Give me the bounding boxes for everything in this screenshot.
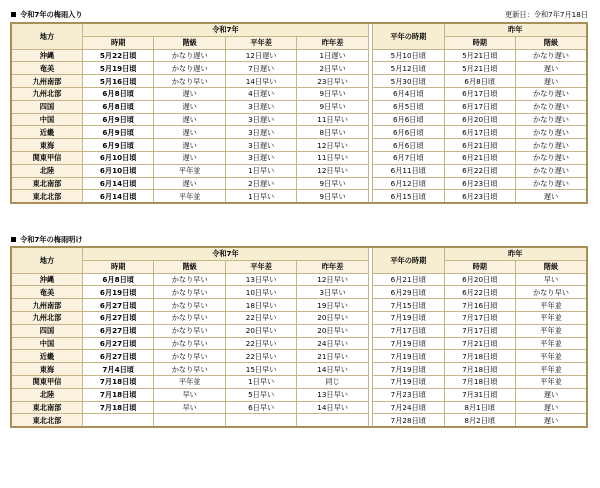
cell-normal-date: 6月15日頃	[373, 190, 444, 203]
table-row	[11, 401, 587, 414]
cell-current-class: 遅い	[154, 177, 225, 190]
cell-current-class: かなり早い	[154, 273, 225, 286]
table-row	[11, 126, 587, 139]
cell-current-date: 6月10日頃	[82, 151, 153, 164]
cell-normal-date: 6月11日頃	[373, 164, 444, 177]
cell-current-class	[154, 414, 225, 427]
header-current-col: 昨年差	[297, 260, 368, 273]
cell-normal-date: 6月6日頃	[373, 126, 444, 139]
cell-area: 四国	[11, 100, 82, 113]
cell-last-date: 7月16日頃	[444, 299, 515, 312]
cell-current-class: 早い	[154, 388, 225, 401]
cell-normal-diff: 22日早い	[225, 350, 296, 363]
cell-normal-date: 6月6日頃	[373, 139, 444, 152]
cell-normal-date: 7月19日頃	[373, 337, 444, 350]
cell-last-date: 6月21日頃	[444, 139, 515, 152]
cell-normal-date: 7月24日頃	[373, 401, 444, 414]
cell-area: 近畿	[11, 126, 82, 139]
cell-area: 関東甲信	[11, 375, 82, 388]
cell-current-class: 平年並	[154, 375, 225, 388]
table-row	[11, 190, 587, 203]
cell-normal-diff: 4日遅い	[225, 87, 296, 100]
table-row	[11, 414, 587, 427]
table-row	[11, 273, 587, 286]
cell-normal-date: 7月19日頃	[373, 311, 444, 324]
cell-normal-date: 5月12日頃	[373, 62, 444, 75]
cell-last-class: 平年並	[516, 363, 588, 376]
cell-current-date: 6月14日頃	[82, 190, 153, 203]
cell-current-class: 早い	[154, 401, 225, 414]
cell-current-date: 6月8日頃	[82, 100, 153, 113]
cell-last-date: 8月1日頃	[444, 401, 515, 414]
cell-last-date: 7月21日頃	[444, 337, 515, 350]
cell-last-date: 6月8日頃	[444, 75, 515, 88]
update-date: 更新日：令和7年7月18日	[505, 10, 588, 19]
cell-current-date: 5月19日頃	[82, 62, 153, 75]
header-last-col: 時期	[444, 36, 515, 49]
cell-current-class: 平年並	[154, 190, 225, 203]
cell-last-diff: 19日早い	[297, 299, 368, 312]
cell-current-date	[82, 414, 153, 427]
cell-last-class: かなり遅い	[516, 100, 588, 113]
cell-last-diff: 9日早い	[297, 100, 368, 113]
cell-last-class: 早い	[516, 273, 588, 286]
cell-area: 関東甲信	[11, 151, 82, 164]
cell-area: 中国	[11, 337, 82, 350]
cell-last-class: かなり遅い	[516, 151, 588, 164]
table-row	[11, 350, 587, 363]
section-title-text: 令和7年の梅雨明け	[20, 235, 83, 244]
cell-last-date: 7月18日頃	[444, 363, 515, 376]
cell-last-date: 6月17日頃	[444, 126, 515, 139]
table-row	[11, 87, 587, 100]
cell-normal-diff: 2日遅い	[225, 177, 296, 190]
square-bullet-icon	[11, 12, 16, 17]
cell-last-date: 7月17日頃	[444, 311, 515, 324]
cell-area: 東海	[11, 139, 82, 152]
cell-last-date: 6月23日頃	[444, 190, 515, 203]
section-title	[11, 235, 83, 245]
cell-current-date: 6月8日頃	[82, 273, 153, 286]
cell-current-date: 5月16日頃	[82, 75, 153, 88]
square-bullet-icon	[11, 237, 16, 242]
table-row	[11, 164, 587, 177]
cell-normal-date: 6月7日頃	[373, 151, 444, 164]
cell-area: 東海	[11, 363, 82, 376]
cell-normal-diff: 3日遅い	[225, 151, 296, 164]
cell-current-date: 6月9日頃	[82, 113, 153, 126]
cell-normal-diff: 15日早い	[225, 363, 296, 376]
cell-normal-date: 7月19日頃	[373, 363, 444, 376]
cell-last-date: 6月23日頃	[444, 177, 515, 190]
header-area: 地方	[11, 247, 82, 273]
header-normal-period: 平年の時期	[373, 23, 444, 49]
header-last-year: 昨年	[444, 23, 587, 36]
cell-normal-date: 7月15日頃	[373, 299, 444, 312]
table-row	[11, 375, 587, 388]
cell-last-diff: 23日早い	[297, 75, 368, 88]
header-last-col: 階級	[516, 260, 588, 273]
cell-normal-diff: 3日遅い	[225, 126, 296, 139]
tsuyuake-table	[10, 246, 588, 428]
header-last-col: 階級	[516, 36, 588, 49]
cell-last-class: かなり遅い	[516, 126, 588, 139]
cell-last-date: 7月18日頃	[444, 350, 515, 363]
header-current-col: 階級	[154, 36, 225, 49]
cell-normal-diff: 3日遅い	[225, 100, 296, 113]
cell-current-date: 6月10日頃	[82, 164, 153, 177]
cell-current-date: 6月27日頃	[82, 324, 153, 337]
cell-current-class: 平年並	[154, 164, 225, 177]
cell-last-date: 6月17日頃	[444, 100, 515, 113]
cell-normal-diff: 1日早い	[225, 190, 296, 203]
cell-last-diff: 11日早い	[297, 151, 368, 164]
header-current-col: 平年差	[225, 260, 296, 273]
header-current-col: 階級	[154, 260, 225, 273]
cell-normal-diff: 20日早い	[225, 324, 296, 337]
cell-last-class: 平年並	[516, 299, 588, 312]
cell-current-date: 5月22日頃	[82, 49, 153, 62]
cell-normal-date: 7月23日頃	[373, 388, 444, 401]
cell-normal-date: 7月19日頃	[373, 350, 444, 363]
cell-last-diff: 同じ	[297, 375, 368, 388]
cell-last-diff: 8日早い	[297, 126, 368, 139]
cell-normal-date: 5月30日頃	[373, 75, 444, 88]
cell-current-date: 6月27日頃	[82, 299, 153, 312]
cell-normal-diff: 10日早い	[225, 286, 296, 299]
cell-area: 中国	[11, 113, 82, 126]
cell-last-diff	[297, 414, 368, 427]
cell-last-class: かなり遅い	[516, 87, 588, 100]
cell-last-date: 5月21日頃	[444, 49, 515, 62]
cell-normal-date: 7月28日頃	[373, 414, 444, 427]
cell-current-class: 遅い	[154, 139, 225, 152]
cell-last-diff: 1日遅い	[297, 49, 368, 62]
cell-last-class: かなり遅い	[516, 177, 588, 190]
table-row	[11, 286, 587, 299]
cell-normal-date: 6月5日頃	[373, 100, 444, 113]
cell-normal-date: 7月19日頃	[373, 375, 444, 388]
cell-last-class: 遅い	[516, 75, 588, 88]
cell-area: 北陸	[11, 388, 82, 401]
cell-current-date: 6月27日頃	[82, 311, 153, 324]
cell-last-diff: 12日早い	[297, 139, 368, 152]
section-header-tsuyuiri	[0, 8, 600, 22]
header-normal-period: 平年の時期	[373, 247, 444, 273]
table-row	[11, 75, 587, 88]
section-title	[11, 10, 83, 20]
cell-current-class: 遅い	[154, 151, 225, 164]
cell-last-diff: 9日早い	[297, 87, 368, 100]
cell-last-date: 6月22日頃	[444, 164, 515, 177]
cell-area: 東北南部	[11, 401, 82, 414]
cell-last-diff: 11日早い	[297, 113, 368, 126]
cell-normal-date: 6月12日頃	[373, 177, 444, 190]
cell-current-class: 遅い	[154, 100, 225, 113]
cell-current-class: かなり早い	[154, 311, 225, 324]
cell-last-diff: 12日早い	[297, 164, 368, 177]
cell-last-class: 平年並	[516, 375, 588, 388]
cell-last-class: 遅い	[516, 401, 588, 414]
cell-last-class: 平年並	[516, 324, 588, 337]
cell-current-date: 7月18日頃	[82, 388, 153, 401]
cell-current-class: 遅い	[154, 126, 225, 139]
cell-last-date: 6月22日頃	[444, 286, 515, 299]
header-current-col: 時期	[82, 260, 153, 273]
header-current-col: 平年差	[225, 36, 296, 49]
cell-normal-diff: 12日遅い	[225, 49, 296, 62]
cell-current-class: かなり早い	[154, 299, 225, 312]
cell-normal-diff: 3日遅い	[225, 139, 296, 152]
cell-normal-diff: 6日早い	[225, 401, 296, 414]
cell-normal-date: 6月4日頃	[373, 87, 444, 100]
cell-area: 東北北部	[11, 190, 82, 203]
cell-current-class: かなり早い	[154, 324, 225, 337]
cell-current-class: 遅い	[154, 87, 225, 100]
cell-area: 九州南部	[11, 75, 82, 88]
cell-area: 四国	[11, 324, 82, 337]
cell-last-diff: 20日早い	[297, 311, 368, 324]
cell-last-date: 6月21日頃	[444, 151, 515, 164]
cell-last-diff: 24日早い	[297, 337, 368, 350]
cell-last-diff: 2日早い	[297, 62, 368, 75]
cell-last-diff: 20日早い	[297, 324, 368, 337]
cell-last-class: 平年並	[516, 350, 588, 363]
table-row	[11, 177, 587, 190]
cell-area: 近畿	[11, 350, 82, 363]
cell-normal-diff: 14日早い	[225, 75, 296, 88]
cell-last-class: 平年並	[516, 337, 588, 350]
header-current-col: 昨年差	[297, 36, 368, 49]
cell-normal-date: 6月21日頃	[373, 273, 444, 286]
header-current-col: 時期	[82, 36, 153, 49]
cell-area: 九州南部	[11, 299, 82, 312]
cell-normal-diff	[225, 414, 296, 427]
cell-current-class: かなり早い	[154, 286, 225, 299]
table-row	[11, 49, 587, 62]
cell-last-date: 6月20日頃	[444, 273, 515, 286]
cell-last-class: 遅い	[516, 190, 588, 203]
table-row	[11, 139, 587, 152]
cell-current-class: かなり遅い	[154, 49, 225, 62]
cell-last-diff: 9日早い	[297, 177, 368, 190]
cell-current-class: かなり早い	[154, 337, 225, 350]
cell-last-diff: 14日早い	[297, 401, 368, 414]
table-row	[11, 337, 587, 350]
cell-current-date: 7月18日頃	[82, 401, 153, 414]
cell-normal-diff: 7日遅い	[225, 62, 296, 75]
cell-area: 九州北部	[11, 87, 82, 100]
cell-last-date: 7月17日頃	[444, 324, 515, 337]
header-area: 地方	[11, 23, 82, 49]
cell-normal-diff: 3日遅い	[225, 113, 296, 126]
table-row	[11, 100, 587, 113]
cell-current-date: 6月9日頃	[82, 126, 153, 139]
cell-current-class: かなり遅い	[154, 62, 225, 75]
cell-current-date: 7月18日頃	[82, 375, 153, 388]
cell-last-date: 6月20日頃	[444, 113, 515, 126]
cell-last-class: 遅い	[516, 388, 588, 401]
cell-normal-diff: 13日早い	[225, 273, 296, 286]
cell-last-date: 7月18日頃	[444, 375, 515, 388]
header-current-year: 令和7年	[82, 247, 368, 260]
cell-normal-diff: 1日早い	[225, 375, 296, 388]
cell-last-diff: 21日早い	[297, 350, 368, 363]
tsuyuiri-table	[10, 22, 588, 204]
header-current-year: 令和7年	[82, 23, 368, 36]
section-title-text: 令和7年の梅雨入り	[20, 10, 83, 19]
cell-normal-diff: 5日早い	[225, 388, 296, 401]
cell-current-date: 6月9日頃	[82, 139, 153, 152]
cell-last-date: 8月2日頃	[444, 414, 515, 427]
table-row	[11, 311, 587, 324]
cell-last-date: 6月17日頃	[444, 87, 515, 100]
cell-current-class: かなり早い	[154, 363, 225, 376]
cell-last-class: かなり早い	[516, 286, 588, 299]
section-header-tsuyuake	[0, 233, 600, 247]
cell-area: 北陸	[11, 164, 82, 177]
cell-normal-date: 6月29日頃	[373, 286, 444, 299]
table-row	[11, 113, 587, 126]
cell-normal-diff: 22日早い	[225, 337, 296, 350]
cell-area: 九州北部	[11, 311, 82, 324]
cell-current-date: 6月8日頃	[82, 87, 153, 100]
cell-last-diff: 14日早い	[297, 363, 368, 376]
cell-normal-diff: 22日早い	[225, 311, 296, 324]
cell-area: 沖縄	[11, 273, 82, 286]
cell-last-class: 遅い	[516, 414, 588, 427]
cell-normal-date: 7月17日頃	[373, 324, 444, 337]
cell-current-class: 遅い	[154, 113, 225, 126]
cell-current-date: 6月27日頃	[82, 350, 153, 363]
cell-last-class: かなり遅い	[516, 164, 588, 177]
cell-area: 奄美	[11, 62, 82, 75]
table-row	[11, 388, 587, 401]
cell-current-class: かなり早い	[154, 350, 225, 363]
cell-area: 東北南部	[11, 177, 82, 190]
cell-area: 東北北部	[11, 414, 82, 427]
cell-normal-date: 6月6日頃	[373, 113, 444, 126]
cell-last-class: かなり遅い	[516, 139, 588, 152]
cell-area: 沖縄	[11, 49, 82, 62]
cell-last-diff: 9日早い	[297, 190, 368, 203]
header-last-year: 昨年	[444, 247, 587, 260]
cell-last-class: 平年並	[516, 311, 588, 324]
table-row	[11, 299, 587, 312]
cell-last-class: かなり遅い	[516, 113, 588, 126]
cell-current-class: かなり早い	[154, 75, 225, 88]
cell-normal-diff: 1日早い	[225, 164, 296, 177]
cell-current-date: 6月19日頃	[82, 286, 153, 299]
cell-last-date: 7月31日頃	[444, 388, 515, 401]
cell-normal-diff: 18日早い	[225, 299, 296, 312]
table-row	[11, 324, 587, 337]
table-row	[11, 151, 587, 164]
cell-area: 奄美	[11, 286, 82, 299]
cell-last-diff: 3日早い	[297, 286, 368, 299]
cell-last-diff: 12日早い	[297, 273, 368, 286]
table-row	[11, 62, 587, 75]
cell-last-date: 5月21日頃	[444, 62, 515, 75]
header-last-col: 時期	[444, 260, 515, 273]
cell-normal-date: 5月10日頃	[373, 49, 444, 62]
cell-current-date: 7月4日頃	[82, 363, 153, 376]
cell-current-date: 6月14日頃	[82, 177, 153, 190]
cell-last-diff: 13日早い	[297, 388, 368, 401]
cell-last-class: かなり遅い	[516, 49, 588, 62]
cell-last-class: 遅い	[516, 62, 588, 75]
cell-current-date: 6月27日頃	[82, 337, 153, 350]
table-row	[11, 363, 587, 376]
